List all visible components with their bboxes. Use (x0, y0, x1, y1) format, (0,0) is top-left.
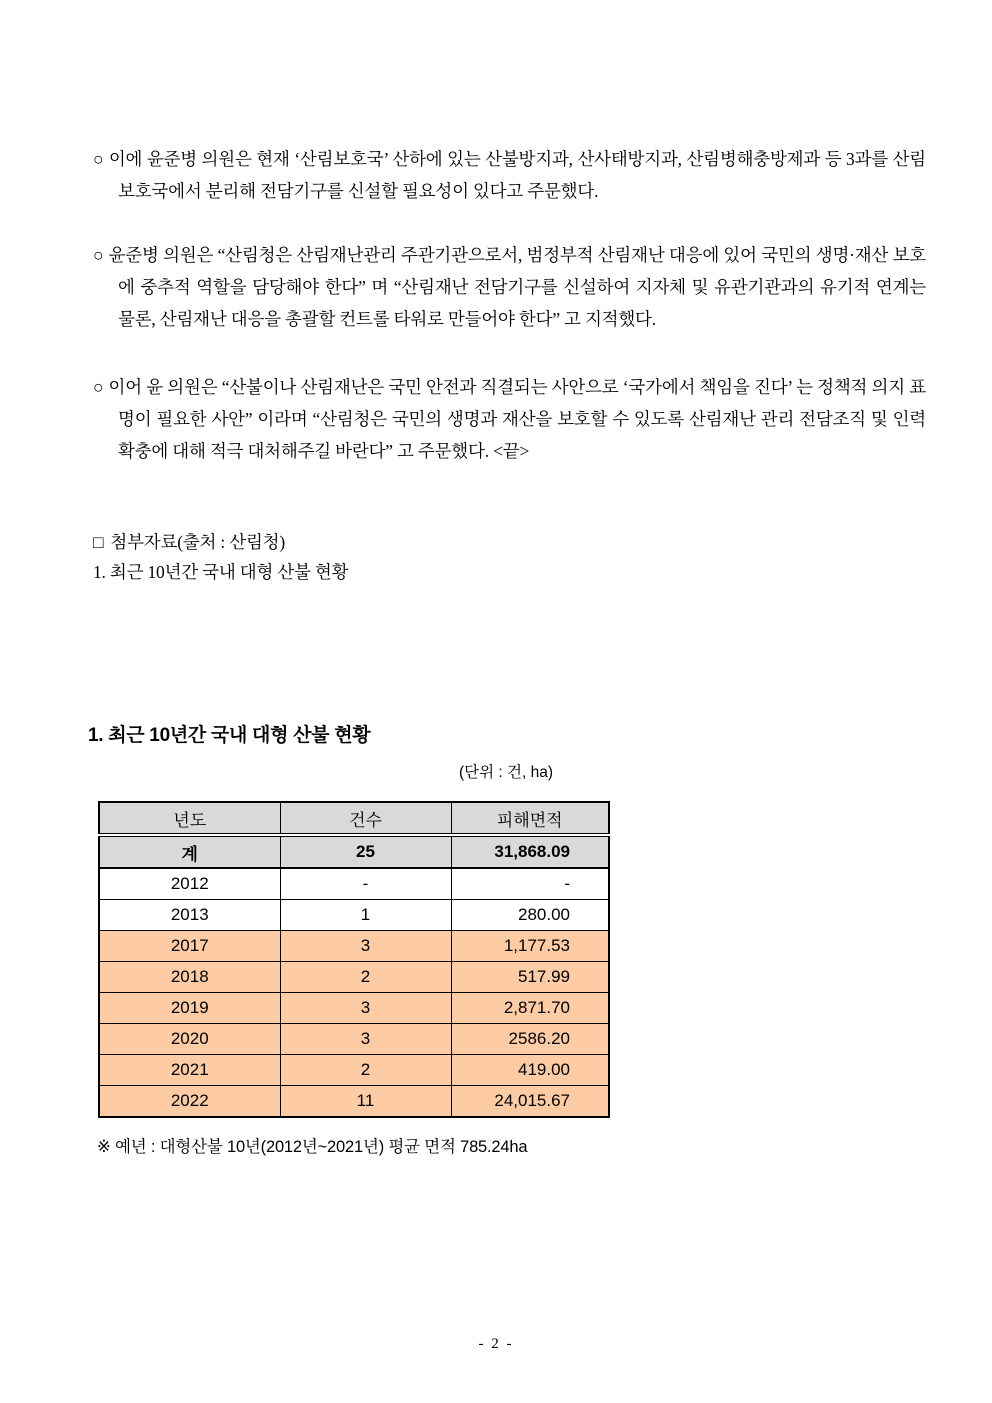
cell-count: 2 (280, 1055, 451, 1086)
large-fire-table (98, 801, 610, 1118)
square-bullet-icon: □ (93, 532, 104, 552)
cell-year: 2021 (99, 1055, 280, 1086)
table-row (99, 962, 609, 993)
table-header (99, 802, 609, 835)
cell-count: - (280, 868, 451, 900)
cell-area: 2586.20 (451, 1024, 609, 1055)
cell-count: 2 (280, 962, 451, 993)
table-total-row (99, 835, 609, 868)
table-row (99, 868, 609, 900)
cell-year: 2022 (99, 1086, 280, 1118)
table-row (99, 993, 609, 1024)
section-heading: 1. 최근 10년간 국내 대형 산불 현황 (88, 725, 371, 746)
paragraph-1-text: 이에 윤준병 의원은 현재 ‘산림보호국’ 산하에 있는 산불방지과, 산사태방지과, 산림병해충방제과 등 3과를 산림보호국에서 분리해 전담기구를 신설할 필요성이 있다고 주문했다. (108, 149, 926, 201)
circle-bullet-icon: ○ (93, 377, 104, 397)
cell-year: 2012 (99, 868, 280, 900)
cell-year: 2013 (99, 900, 280, 931)
table-row (99, 1055, 609, 1086)
cell-year: 2019 (99, 993, 280, 1024)
table-row (99, 900, 609, 931)
cell-count: 1 (280, 900, 451, 931)
cell-area: - (451, 868, 609, 900)
table-header-row (99, 802, 609, 835)
paragraph-3-text: 이어 윤 의원은 “산불이나 산림재난은 국민 안전과 직결되는 사안으로 ‘국가에서 책임을 진다’ 는 정책적 의지 표명이 필요한 사안” 이라며 “산림청은 국민의 생명과 재산을 보호할 수 있도록 산림재난 관리 전담조직 및 인력 확충에 대해 적극 대처해주길 바란다” 고 주문했다. <끝> (108, 377, 926, 461)
column-header-year: 년도 (99, 802, 280, 835)
column-header-count: 건수 (280, 802, 451, 835)
cell-area: 517.99 (451, 962, 609, 993)
table-row (99, 1024, 609, 1055)
attachment-item: 1. 최근 10년간 국내 대형 산불 현황 (93, 562, 349, 582)
paragraph-2 (93, 239, 926, 335)
cell-area: 1,177.53 (451, 931, 609, 962)
cell-total-area: 31,868.09 (451, 835, 609, 868)
cell-area: 2,871.70 (451, 993, 609, 1024)
cell-total-count: 25 (280, 835, 451, 868)
cell-count: 3 (280, 993, 451, 1024)
table-row (99, 931, 609, 962)
circle-bullet-icon: ○ (93, 245, 104, 265)
cell-count: 3 (280, 1024, 451, 1055)
attachment-section (93, 527, 348, 587)
page-number: - 2 - (478, 1336, 514, 1352)
paragraph-3 (93, 371, 926, 467)
cell-year: 2020 (99, 1024, 280, 1055)
cell-area: 419.00 (451, 1055, 609, 1086)
fire-table-body (99, 868, 609, 1117)
attachment-title: 첨부자료(출처 : 산림청) (110, 532, 285, 552)
cell-year: 2018 (99, 962, 280, 993)
table-row (99, 1086, 609, 1118)
circle-bullet-icon: ○ (93, 149, 104, 169)
cell-count: 3 (280, 931, 451, 962)
cell-year: 2017 (99, 931, 280, 962)
footnote: ※ 예년 : 대형산불 10년(2012년~2021년) 평균 면적 785.24ha (97, 1138, 528, 1156)
cell-area: 24,015.67 (451, 1086, 609, 1118)
cell-area: 280.00 (451, 900, 609, 931)
table-unit-label: (단위 : 건, ha) (458, 764, 553, 781)
paragraph-2-text: 윤준병 의원은 “산림청은 산림재난관리 주관기관으로서, 범정부적 산림재난 대응에 있어 국민의 생명·재산 보호에 중추적 역할을 담당해야 한다” 며 “산림재난 전담기구를 신설하여 지자체 및 유관기관과의 유기적 연계는 물론, 산림재난 대응을 총괄할 컨트롤 타워로 만들어야 한다” 고 지적했다. (108, 245, 926, 329)
column-header-area: 피해면적 (451, 802, 609, 835)
paragraph-1 (93, 143, 926, 207)
attachment-title-line (93, 527, 348, 557)
cell-count: 11 (280, 1086, 451, 1118)
cell-total-year: 계 (99, 835, 280, 868)
